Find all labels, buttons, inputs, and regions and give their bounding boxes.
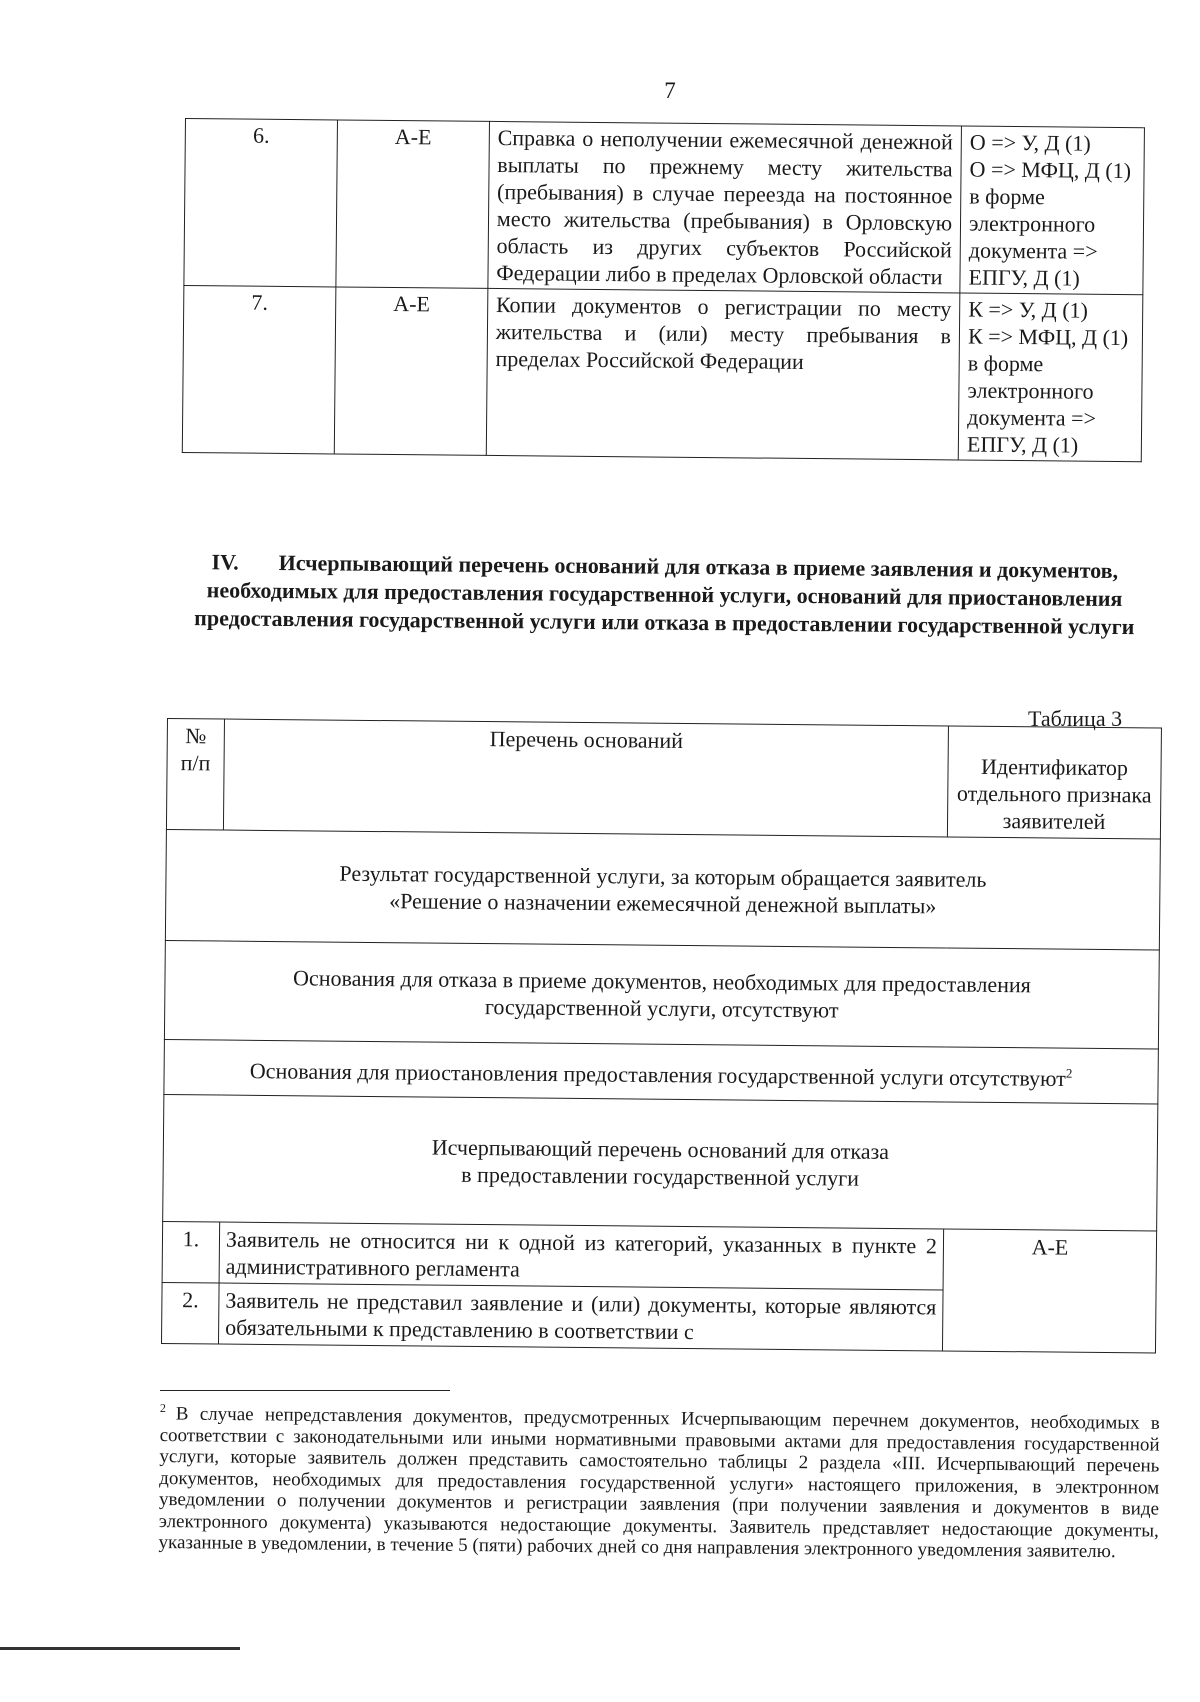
table-row — [182, 285, 1143, 461]
result-block — [165, 829, 1160, 950]
row-number: 2. — [161, 1282, 219, 1344]
document-description: Копии документов о регистрации по месту жительства и (или) месту пребывания в пределах Российской Федерации — [486, 288, 960, 460]
scan-edge-line — [0, 1647, 240, 1650]
ground-text: Заявитель не представил заявление и (или) документы, которые являются обязательными к представлению в соответствии с — [218, 1283, 943, 1351]
page-number: 7 — [664, 78, 676, 103]
refusal-reception-block: Основания для отказа в приеме документов, необходимых для предоставления государственной услуги, отсутствуют — [164, 940, 1159, 1049]
channel-line: К => МФЦ, Д (1) — [967, 323, 1129, 351]
applicant-code: А-Е — [336, 120, 490, 288]
channel-line: в форме электронного документа => ЕПГУ, Д (1) — [966, 350, 1097, 458]
header-number: № п/п — [166, 719, 224, 831]
table-label: Таблица 3 — [1028, 706, 1123, 731]
footnote-ref: 2 — [1065, 1065, 1073, 1081]
section-heading — [179, 548, 1150, 641]
document-description: Справка о неполучении ежемесячной денежной выплаты по прежнему месту жительства (пребывания) в случае переезда на постоянное место жительства (пребывания) в Орловскую область из других субъектов Российской Федерации либо в пределах Орловской области — [488, 121, 962, 293]
channel-line: в форме электронного документа => ЕПГУ, Д (1) — [968, 183, 1098, 291]
suspension-block — [164, 1039, 1158, 1104]
section-number: IV. — [211, 549, 239, 575]
result-line: «Решение о назначении ежемесячной денежной выплаты» — [389, 888, 937, 919]
table-row — [164, 940, 1159, 1049]
footnote-text: В случае непредставления документов, предусмотренных Исчерпывающим перечнем документов, необходимых в соответствии с законодательными или иными нормативными правовыми актами для предоставления государственной услуги, которые заявитель должен представить самостоятельно таблицы 2 раздела «III. Исчерпывающий перечень документов, необходимых для предоставления государственной услуги» настоящего приложения, в электронном уведомлении о получении документов и регистрации заявления (при получении заявления и документов в виде электронного документа) указываются недостающие документы. Заявитель представляет недостающие документы, указанные в уведомлении, в течение 5 (пяти) рабочих дней со дня направления электронного уведомления заявителю. — [158, 1403, 1160, 1563]
table-row — [163, 1094, 1158, 1231]
footnote — [159, 1398, 1160, 1563]
exhaustive-line: в предоставлении государственной услуги — [461, 1161, 860, 1191]
submission-channels — [958, 293, 1143, 462]
ground-text: Заявитель не относится ни к одной из категорий, указанных в пункте 2 административного регламента — [219, 1222, 944, 1290]
identifier-value: А-Е — [942, 1229, 1156, 1353]
footnote-mark: 2 — [159, 1400, 166, 1416]
grounds-table — [161, 718, 1162, 1354]
submission-channels — [960, 126, 1145, 295]
table-header-row — [166, 719, 1161, 840]
result-line: Результат государственной услуги, за которым обращается заявитель — [339, 860, 987, 892]
channel-line: О => МФЦ, Д (1) — [969, 156, 1132, 184]
table-row — [162, 1221, 1157, 1292]
channel-line: О => У, Д (1) — [969, 129, 1091, 156]
table-row — [164, 1039, 1158, 1104]
applicant-code: А-Е — [334, 287, 488, 455]
row-number: 7. — [182, 285, 336, 453]
header-grounds-list: Перечень оснований — [223, 719, 948, 837]
row-number: 1. — [162, 1221, 220, 1283]
table-row — [165, 829, 1160, 950]
channel-line: К => У, Д (1) — [968, 296, 1089, 323]
documents-table-continued — [182, 118, 1145, 462]
exhaustive-list-block — [163, 1094, 1158, 1231]
exhaustive-line: Исчерпывающий перечень оснований для отказа — [431, 1134, 890, 1164]
table-row — [184, 119, 1145, 295]
suspension-text: Основания для приостановления предоставления государственной услуги отсутствуют — [249, 1057, 1066, 1091]
section-title: Исчерпывающий перечень оснований для отказа в приеме заявления и документов, необходимых для предоставления государственной услуги, оснований для приостановления предоставления государственной услуги или отказа в предоставлении государственной услуги — [194, 549, 1135, 640]
header-identifier: Идентификатор отдельного признака заявителей — [947, 726, 1161, 839]
footnote-divider — [160, 1390, 450, 1391]
row-number: 6. — [184, 119, 338, 287]
